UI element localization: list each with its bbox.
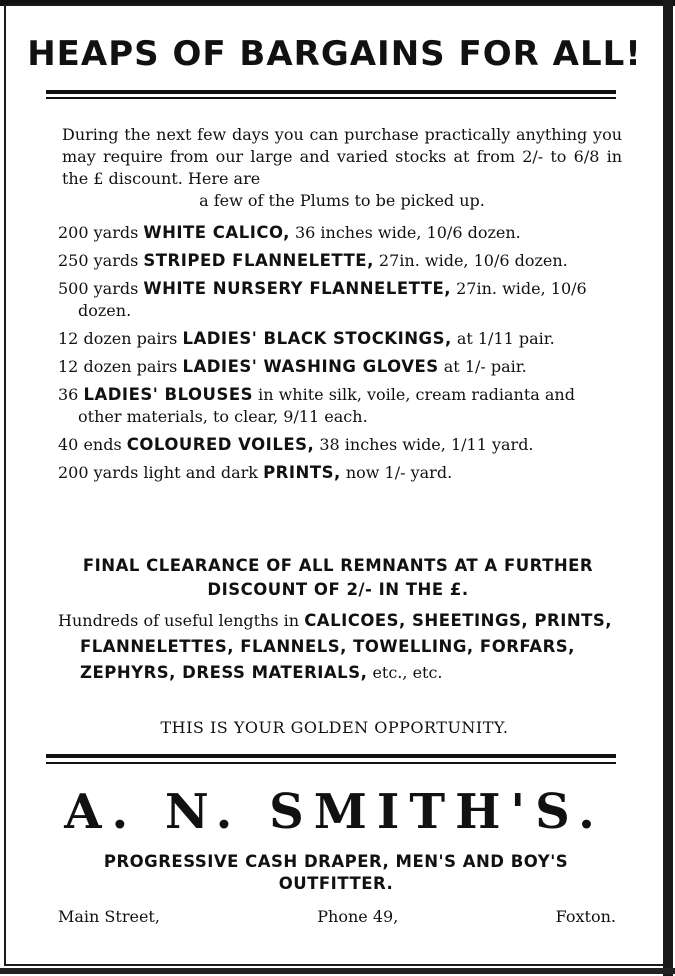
item-details: 27in. wide, 10/6 dozen. [78,279,587,320]
item-product: COLOURED VOILES, [126,435,315,454]
bargain-item [58,384,620,428]
intro-text: During the next few days you can purchase practically anything you may require from our large and varied stocks at from 2/- to 6/8 in the £ discount. Here are [62,125,622,188]
remnants-etc: etc., etc. [367,663,443,682]
bargain-item [58,250,620,272]
golden-opportunity: THIS IS YOUR GOLDEN OPPORTUNITY. [160,718,509,737]
item-details: 36 inches wide, 10/6 dozen. [289,223,521,242]
firm-name: A. N. SMITH'S. [64,784,605,840]
item-details: at 1/11 pair. [451,329,555,348]
street-address: Main Street, [58,907,160,926]
headline-rule-thin [46,97,616,99]
bargain-item [58,462,620,484]
trade-description: PROGRESSIVE CASH DRAPER, MEN'S AND BOY'S OUTFITTER. [103,852,569,893]
headline-rule [46,90,616,94]
bargain-item [58,278,620,322]
item-product: WHITE NURSERY FLANNELETTE, [143,279,452,298]
bargain-item [58,328,620,350]
item-details: at 1/- pair. [438,357,527,376]
intro-last-line: a few of the Plums to be picked up. [199,191,485,210]
advertisement [4,4,665,966]
headline: HEAPS OF BARGAINS FOR ALL! [27,34,642,74]
item-quantity: 200 yards [58,223,144,242]
item-product: PRINTS, [263,463,341,482]
bargain-item [58,356,620,378]
item-product: WHITE CALICO, [143,223,290,242]
remnants-paragraph [58,608,640,686]
item-quantity: 12 dozen pairs [58,357,183,376]
bargain-list [58,222,620,490]
bargain-item [58,434,620,456]
item-quantity: 200 yards light and dark [58,463,264,482]
remnants-intro: Hundreds of useful lengths in [58,611,305,630]
item-quantity: 250 yards [58,251,144,270]
item-details: 27in. wide, 10/6 dozen. [373,251,568,270]
item-details: now 1/- yard. [340,463,453,482]
town-name: Foxton. [555,907,616,926]
item-product: LADIES' WASHING GLOVES [182,357,439,376]
bottom-border [0,968,675,974]
item-product: LADIES' BLOUSES [83,385,253,404]
firm-rule [46,754,616,758]
item-product: STRIPED FLANNELETTE, [143,251,374,270]
item-quantity: 40 ends [58,435,127,454]
item-quantity: 36 [58,385,84,404]
bargain-item [58,222,620,244]
item-details: 38 inches wide, 1/11 yard. [314,435,534,454]
item-product: LADIES' BLACK STOCKINGS, [182,329,452,348]
final-clearance: FINAL CLEARANCE OF ALL REMNANTS AT A FURTHER DISCOUNT OF 2/- IN THE £. [82,556,594,599]
phone-number: Phone 49, [317,907,399,926]
firm-rule-thin [46,762,616,764]
item-details: in white silk, voile, cream radianta and other materials, to clear, 9/11 each. [78,385,575,426]
remnants-products: CALICOES, SHEETINGS, PRINTS, FLANNELETTES, FLANNELS, TOWELLING, FORFARS, ZEPHYRS, DRESS MATERIALS, [80,611,613,682]
item-quantity: 12 dozen pairs [58,329,183,348]
address-line [58,906,616,928]
item-quantity: 500 yards [58,279,144,298]
intro-paragraph [62,124,622,212]
